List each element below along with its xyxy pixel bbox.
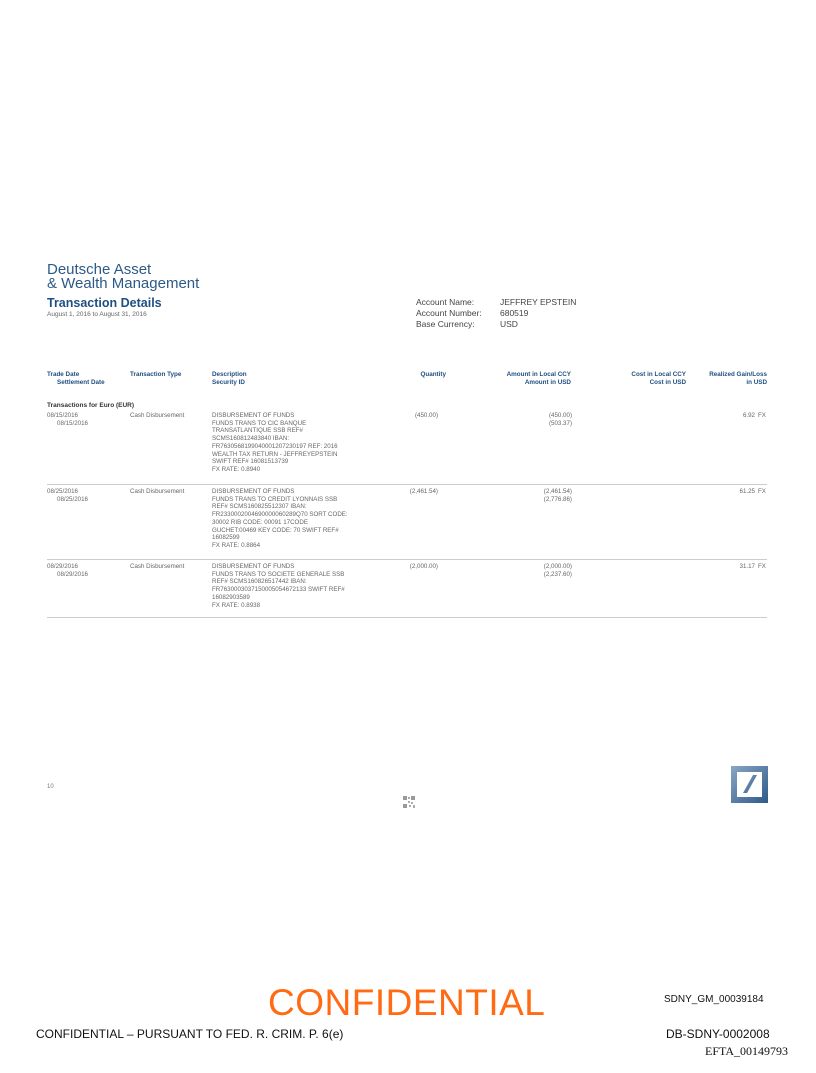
col-cost xyxy=(596,371,686,387)
col-cost-usd-label: Cost in USD xyxy=(649,379,686,386)
description-line: 16082903589 xyxy=(212,593,250,601)
trade-date: 08/15/2016 xyxy=(47,412,78,419)
account-name-label: Account Name: xyxy=(416,297,475,307)
base-currency-row xyxy=(416,319,576,330)
description-line: TRANSATLANTIQUE SSB REF# xyxy=(212,427,303,435)
table-row xyxy=(47,563,767,618)
description-line: SWIFT REF# 16081513739 xyxy=(212,458,289,466)
gain-loss: 31.17 xyxy=(739,563,755,570)
description-line: REF# SCMS160826517442 IBAN: xyxy=(212,578,307,586)
col-description-label: Description xyxy=(212,371,247,378)
amount-local: (2,461.54) xyxy=(543,488,572,495)
page-number: 10 xyxy=(47,784,54,790)
gain-loss: 6.92 xyxy=(742,412,755,419)
account-name-value: JEFFREY EPSTEIN xyxy=(500,297,577,307)
gain-loss-code: FX xyxy=(758,563,766,570)
account-number-value: 680519 xyxy=(500,308,529,318)
gain-loss-code: FX xyxy=(758,488,766,495)
brand-name xyxy=(47,263,199,291)
description-line: DISBURSEMENT OF FUNDS xyxy=(212,488,295,495)
col-gain-loss xyxy=(691,371,767,387)
description-line: GUCHET:00469 KEY CODE: 70 SWIFT REF# xyxy=(212,526,339,534)
settlement-date: 08/25/2016 xyxy=(57,496,88,503)
account-info xyxy=(416,297,576,330)
quantity: (2,000.00) xyxy=(409,563,438,570)
pursuant-notice: CONFIDENTIAL – PURSUANT TO FED. R. CRIM. P. 6(e) xyxy=(36,1027,344,1041)
base-currency-value: USD xyxy=(500,319,518,329)
amount-usd: (2,237.60) xyxy=(543,571,572,578)
description-line: FUNDS TRANS TO CIC BANQUE xyxy=(212,419,307,427)
description-line: FR7630003037150005054672133 SWIFT REF# xyxy=(212,586,345,594)
transaction-type: Cash Disbursement xyxy=(130,488,185,495)
deutsche-bank-logo-icon xyxy=(731,766,768,803)
settlement-date: 08/15/2016 xyxy=(57,420,88,427)
col-security-id-label: Security ID xyxy=(212,379,245,386)
gain-loss: 61.25 xyxy=(739,488,755,495)
quantity: (450.00) xyxy=(414,412,438,419)
description-line: DISBURSEMENT OF FUNDS xyxy=(212,563,295,570)
amount-usd: (2,776.86) xyxy=(543,496,572,503)
description-line: 30002 RIB CODE: 00091 17CODE xyxy=(212,518,308,526)
settlement-date: 08/29/2016 xyxy=(57,571,88,578)
account-number-row xyxy=(416,308,576,319)
page-title: Transaction Details xyxy=(47,296,162,310)
col-cost-local-label: Cost in Local CCY xyxy=(631,371,686,378)
table-row xyxy=(47,412,767,485)
description-line: FX RATE: 0.8864 xyxy=(212,541,261,549)
section-title: Transactions for Euro (EUR) xyxy=(47,402,135,409)
transaction-type: Cash Disbursement xyxy=(130,412,185,419)
statement-period: August 1, 2016 to August 31, 2016 xyxy=(47,311,147,318)
description-line: FUNDS TRANS TO CREDIT LYONNAIS SSB xyxy=(212,495,338,503)
description-line: SCMS160812483840 IBAN: xyxy=(212,435,290,443)
col-quantity xyxy=(385,371,446,379)
description-line: DISBURSEMENT OF FUNDS xyxy=(212,412,295,419)
description-line: WEALTH TAX RETURN - JEFFREYEPSTEIN xyxy=(212,450,338,458)
quantity: (2,461.54) xyxy=(409,488,438,495)
description xyxy=(212,488,348,550)
brand-line-2: & Wealth Management xyxy=(47,275,200,292)
qr-code-icon xyxy=(402,795,416,809)
sdny-code: SDNY_GM_00039184 xyxy=(664,994,764,1005)
amount-local: (2,000.00) xyxy=(543,563,572,570)
gain-loss-code: FX xyxy=(758,412,766,419)
col-transaction-type-label: Transaction Type xyxy=(130,371,182,378)
trade-date: 08/29/2016 xyxy=(47,563,78,570)
description-line: FX RATE: 0.8940 xyxy=(212,465,261,473)
description-line: FUNDS TRANS TO SOCIETE GENERALE SSB xyxy=(212,570,345,578)
confidential-stamp: CONFIDENTIAL xyxy=(268,982,546,1023)
account-name-row xyxy=(416,297,576,308)
amount-usd: (503.37) xyxy=(548,420,572,427)
col-amount-local-label: Amount in Local CCY xyxy=(506,371,571,378)
description-line: 16082599 xyxy=(212,534,240,542)
base-currency-label: Base Currency: xyxy=(416,319,475,329)
col-amount-usd-label: Amount in USD xyxy=(524,379,571,386)
description-line: REF# SCMS160825512307 IBAN: xyxy=(212,503,307,511)
col-trade-date-label: Trade Date xyxy=(47,371,80,378)
table-row xyxy=(47,488,767,560)
db-sdny-code: DB-SDNY-0002008 xyxy=(666,1027,770,1041)
amount-local: (450.00) xyxy=(548,412,572,419)
description xyxy=(212,563,345,609)
brand-line-1: Deutsche Asset xyxy=(47,261,152,278)
col-gain-loss-label-2: in USD xyxy=(746,379,767,386)
col-settlement-date-label: Settlement Date xyxy=(57,379,105,386)
col-description xyxy=(212,371,247,387)
transaction-type: Cash Disbursement xyxy=(130,563,185,570)
description-line: FR2330002004690000060289Q70 SORT CODE: xyxy=(212,511,348,519)
col-transaction-type xyxy=(130,371,181,379)
col-trade-date xyxy=(47,371,105,387)
trade-date: 08/25/2016 xyxy=(47,488,78,495)
description xyxy=(212,412,338,474)
description-line: FR7630568199040001207230197 REF: 2016 xyxy=(212,442,338,450)
description-line: FX RATE: 0.8938 xyxy=(212,601,261,609)
account-number-label: Account Number: xyxy=(416,308,482,318)
col-amount xyxy=(470,371,571,387)
efta-code: EFTA_00149793 xyxy=(705,1044,789,1058)
col-gain-loss-label-1: Realized Gain/Loss xyxy=(709,371,767,378)
col-quantity-label: Quantity xyxy=(420,371,446,378)
